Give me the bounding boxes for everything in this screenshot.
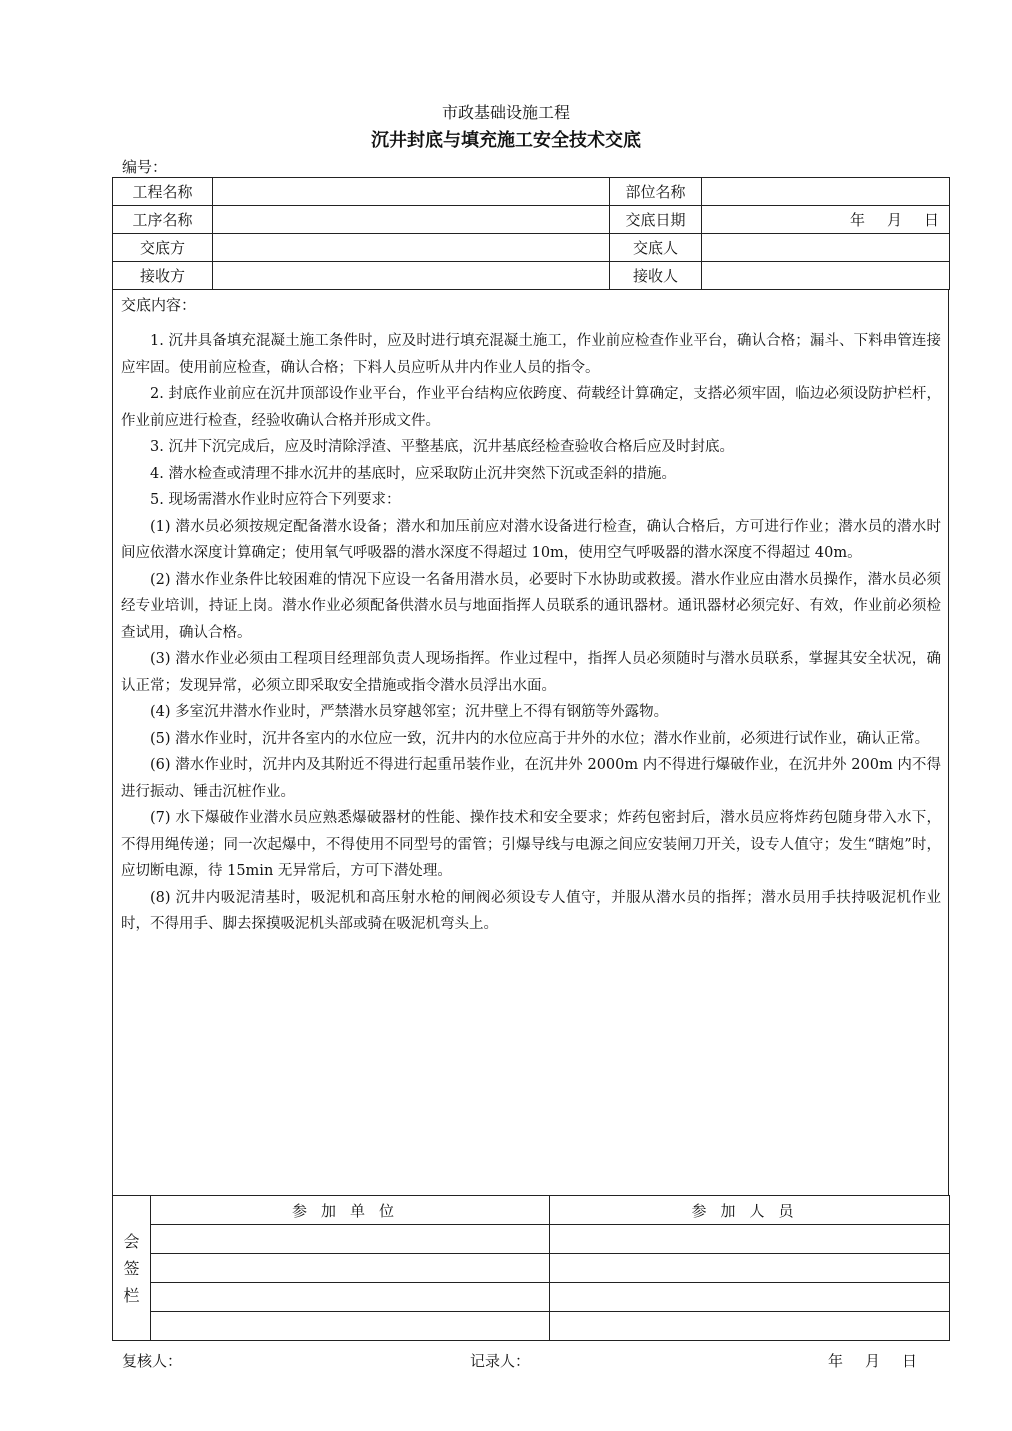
- sign-side-char: 签: [123, 1258, 140, 1278]
- receiver-label: 接收人: [610, 262, 702, 290]
- receiving-party-value[interactable]: [213, 262, 610, 290]
- info-row-handover: [113, 234, 950, 262]
- handover-person-label: 交底人: [610, 234, 702, 262]
- sign-person-cell[interactable]: [550, 1312, 950, 1341]
- sign-header-row: [113, 1196, 950, 1225]
- content-paragraph: 1. 沉井具备填充混凝土施工条件时，应及时进行填充混凝土施工，作业前应检查作业平台，确认合格；漏斗、下料串管连接应牢固。使用前应检查，确认合格；下料人员应听从井内作业人员的指令。: [121, 333, 941, 376]
- part-name-value[interactable]: [702, 178, 950, 206]
- handover-date-label: 交底日期: [610, 206, 702, 234]
- receiving-party-label: 接收方: [113, 262, 213, 290]
- content-paragraph: (2) 潜水作业条件比较困难的情况下应设一名备用潜水员，必要时下水协助或救援。潜水作业应由潜水员操作，潜水员必须经专业培训，持证上岗。潜水作业必须配备供潜水员与地面指挥人员联系的通讯器材。通讯器材必须完好、有效，作业前必须检查试用，确认合格。: [121, 571, 941, 641]
- sign-unit-cell[interactable]: [151, 1283, 550, 1312]
- project-name-value[interactable]: [213, 178, 610, 206]
- handover-date-value[interactable]: [702, 206, 950, 234]
- content-paragraph: 5. 现场需潜水作业时应符合下列要求：: [150, 492, 401, 508]
- info-table: [112, 177, 950, 290]
- sign-person-cell[interactable]: [550, 1283, 950, 1312]
- sign-person-cell[interactable]: [550, 1254, 950, 1283]
- sign-side-char: 栏: [123, 1285, 140, 1305]
- participating-person-header: 参加人员: [550, 1196, 950, 1225]
- handover-person-value[interactable]: [702, 234, 950, 262]
- content-paragraph: (7) 水下爆破作业潜水员应熟悉爆破器材的性能、操作技术和安全要求；炸药包密封后，潜水员应将炸药包随身带入水下，不得用绳传递；同一次起爆中，不得使用不同型号的雷管；引爆导线与电源之间应安装闸刀开关，设专人值守；发生“瞎炮”时，应切断电源，待 15min 无异常后，方可下潜处理。: [121, 810, 941, 879]
- footer-month-label: 月: [865, 1352, 881, 1370]
- content-paragraph: 4. 潜水检查或清理不排水沉井的基底时，应采取防止沉井突然下沉或歪斜的措施。: [150, 465, 676, 482]
- sign-person-cell[interactable]: [550, 1225, 950, 1254]
- part-name-label: 部位名称: [610, 178, 702, 206]
- footer-day-label: 日: [902, 1352, 918, 1370]
- content-paragraph: (8) 沉井内吸泥清基时，吸泥机和高压射水枪的闸阀必须设专人值守，并服从潜水员的指挥；潜水员用手扶持吸泥机作业时，不得用手、脚去探摸吸泥机头部或骑在吸泥机弯头上。: [121, 889, 941, 932]
- receiver-value[interactable]: [702, 262, 950, 290]
- sign-side-char: 会: [123, 1231, 140, 1251]
- doc-number-field: [122, 156, 167, 177]
- content-paragraph: (6) 潜水作业时，沉井内及其附近不得进行起重吊装作业，在沉井外 2000m 内不得进行爆破作业，在沉井外 200m 内不得进行振动、锤击沉桩作业。: [121, 757, 941, 800]
- date-year-label: 年: [849, 211, 865, 229]
- sign-row: [113, 1225, 950, 1254]
- sign-unit-cell[interactable]: [151, 1312, 550, 1341]
- reviewer-label: 复核人：: [122, 1352, 183, 1370]
- project-name-label: 工程名称: [113, 178, 213, 206]
- content-paragraph: (3) 潜水作业必须由工程项目经理部负责人现场指挥。作业过程中，指挥人员必须随时与潜水员联系，掌握其安全状况，确认正常；发现异常，必须立即采取安全措施或指令潜水员浮出水面。: [121, 651, 941, 694]
- document-title: 沉井封底与填充施工安全技术交底: [371, 130, 641, 151]
- content-paragraph: (1) 潜水员必须按规定配备潜水设备；潜水和加压前应对潜水设备进行检查，确认合格后，方可进行作业；潜水员的潜水时间应依潜水深度计算确定；使用氧气呼吸器的潜水深度不得超过 10m，使用空气呼吸器的潜水深度不得超过 40m。: [121, 518, 941, 561]
- sign-unit-cell[interactable]: [151, 1225, 550, 1254]
- content-body: [121, 328, 941, 938]
- recorder-label: 记录人：: [470, 1352, 531, 1370]
- content-box: [112, 290, 949, 1195]
- footer-date: [828, 1350, 939, 1371]
- content-paragraph: 2. 封底作业前应在沉井顶部设作业平台，作业平台结构应依跨度、荷载经计算确定，支搭必须牢固，临边必须设防护栏杆，作业前应进行检查，经验收确认合格并形成文件。: [121, 386, 941, 429]
- sign-unit-cell[interactable]: [151, 1254, 550, 1283]
- date-day-label: 日: [923, 211, 939, 229]
- date-month-label: 月: [886, 211, 902, 229]
- sign-side-label: [113, 1196, 151, 1341]
- content-paragraph: (4) 多室沉井潜水作业时，严禁潜水员穿越邻室；沉井壁上不得有钢筋等外露物。: [150, 704, 669, 720]
- process-name-label: 工序名称: [113, 206, 213, 234]
- info-row-process: [113, 206, 950, 234]
- document-subtitle: 市政基础设施工程: [441, 103, 570, 122]
- content-paragraph: 3. 沉井下沉完成后，应及时清除浮渣、平整基底，沉井基底经检查验收合格后应及时封底。: [150, 439, 734, 455]
- content-paragraph: (5) 潜水作业时，沉井各室内的水位应一致，沉井内的水位应高于井外的水位；潜水作业前，必须进行试作业，确认正常。: [150, 730, 930, 747]
- info-row-receive: [113, 262, 950, 290]
- doc-number-label: 编号：: [122, 158, 168, 176]
- sign-row: [113, 1254, 950, 1283]
- participating-unit-header: 参加单位: [151, 1196, 550, 1225]
- sign-row: [113, 1312, 950, 1341]
- handover-party-value[interactable]: [213, 234, 610, 262]
- signature-table: [112, 1195, 950, 1341]
- sign-row: [113, 1283, 950, 1312]
- footer-year-label: 年: [828, 1352, 844, 1370]
- handover-party-label: 交底方: [113, 234, 213, 262]
- process-name-value[interactable]: [213, 206, 610, 234]
- content-label: 交底内容：: [121, 296, 197, 314]
- info-row-project: [113, 178, 950, 206]
